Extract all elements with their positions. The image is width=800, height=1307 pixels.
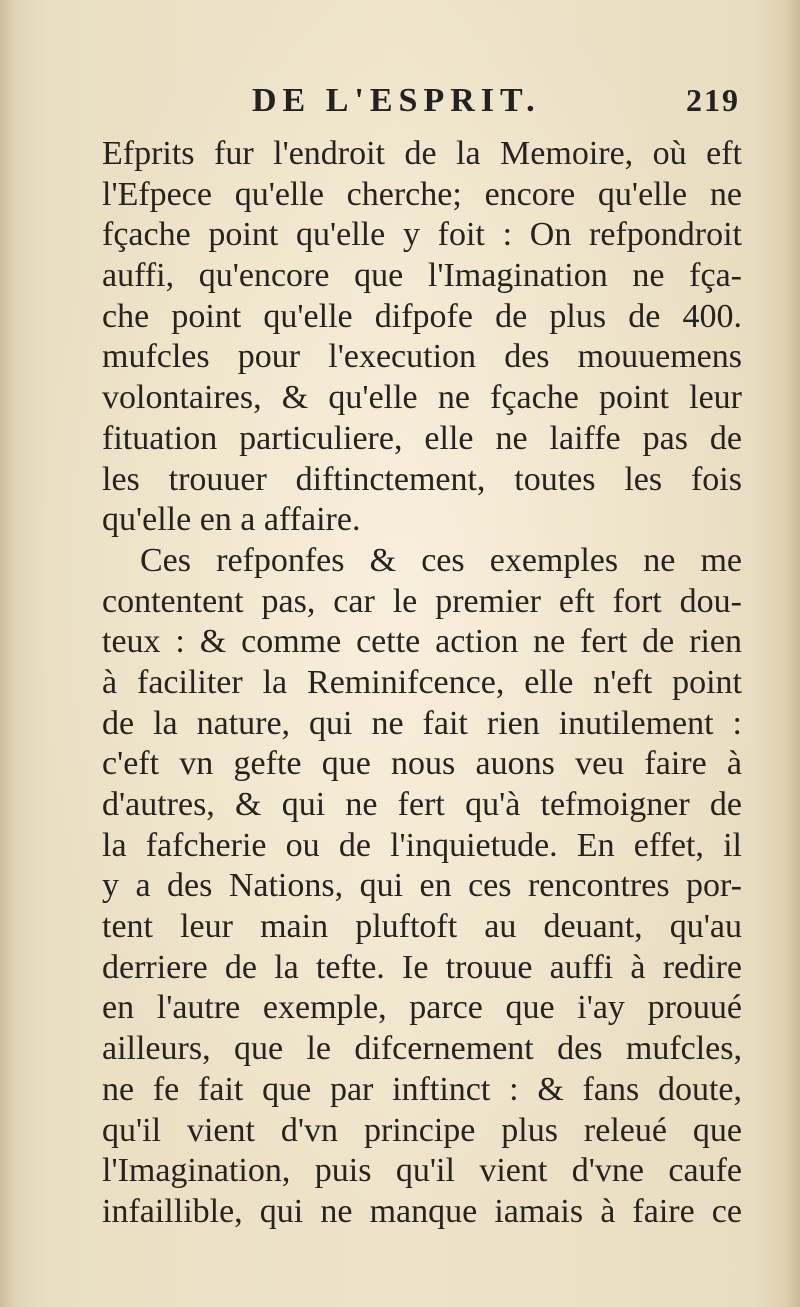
text-line: fituation particuliere, elle ne laiffe pas de <box>102 419 742 457</box>
text-line: les trouuer diftinctement, toutes les fois <box>102 460 742 498</box>
text-line: qu'elle en a affaire. <box>102 501 361 539</box>
text-line: tent leur main pluftoft au deuant, qu'au <box>102 908 742 946</box>
text-line: che point qu'elle difpofe de plus de 400. <box>102 297 742 335</box>
text-line: volontaires, & qu'elle ne fçache point leur <box>102 379 742 417</box>
page-shadow-left <box>0 0 14 1307</box>
text-line: ne fe fait que par inftinct : & fans doute, <box>102 1070 742 1108</box>
text-line: derriere de la tefte. Ie trouue auffi à redire <box>102 948 742 986</box>
text-line: à faciliter la Reminifcence, elle n'eft point <box>102 663 742 701</box>
text-line: c'eft vn gefte que nous auons veu faire à <box>102 745 742 783</box>
text-line: en l'autre exemple, parce que i'ay prouué <box>102 989 742 1027</box>
text-line: auffi, qu'encore que l'Imagination ne fça- <box>102 257 742 295</box>
running-head: DE L'ESPRIT. <box>252 82 541 119</box>
text-line: qu'il vient d'vn principe plus releué que <box>102 1111 742 1149</box>
text-line: Efprits fur l'endroit de la Memoire, où eft <box>102 135 742 172</box>
page-shadow-right <box>786 0 800 1307</box>
text-line: fçache point qu'elle y foit : On refpondroit <box>102 216 742 254</box>
text-line: y a des Nations, qui en ces rencontres por- <box>102 867 742 905</box>
page-number: 219 <box>686 82 740 118</box>
text-line: de la nature, qui ne fait rien inutilement : <box>102 704 742 742</box>
text-line: l'Imagination, puis qu'il vient d'vne caufe <box>102 1152 742 1190</box>
text-line: teux : & comme cette action ne fert de rien <box>102 623 742 661</box>
text-line: d'autres, & qui ne fert qu'à tefmoigner de <box>102 786 742 823</box>
text-line: l'Efpece qu'elle cherche; encore qu'elle ne <box>102 175 742 213</box>
text-line: contentent pas, car le premier eft fort dou- <box>102 582 742 620</box>
text-line: infaillible, qui ne manque iamais à faire ce <box>102 1192 742 1230</box>
text-line: la fafcherie ou de l'inquietude. En effet, il <box>102 826 742 864</box>
text-line: Ces refponfes & ces exemples ne me <box>140 541 742 579</box>
text-line: ailleurs, que le difcernement des mufcles, <box>102 1030 742 1068</box>
body-text <box>102 134 742 1233</box>
page-header <box>104 82 740 130</box>
text-line: mufcles pour l'execution des mouuemens <box>102 338 742 376</box>
